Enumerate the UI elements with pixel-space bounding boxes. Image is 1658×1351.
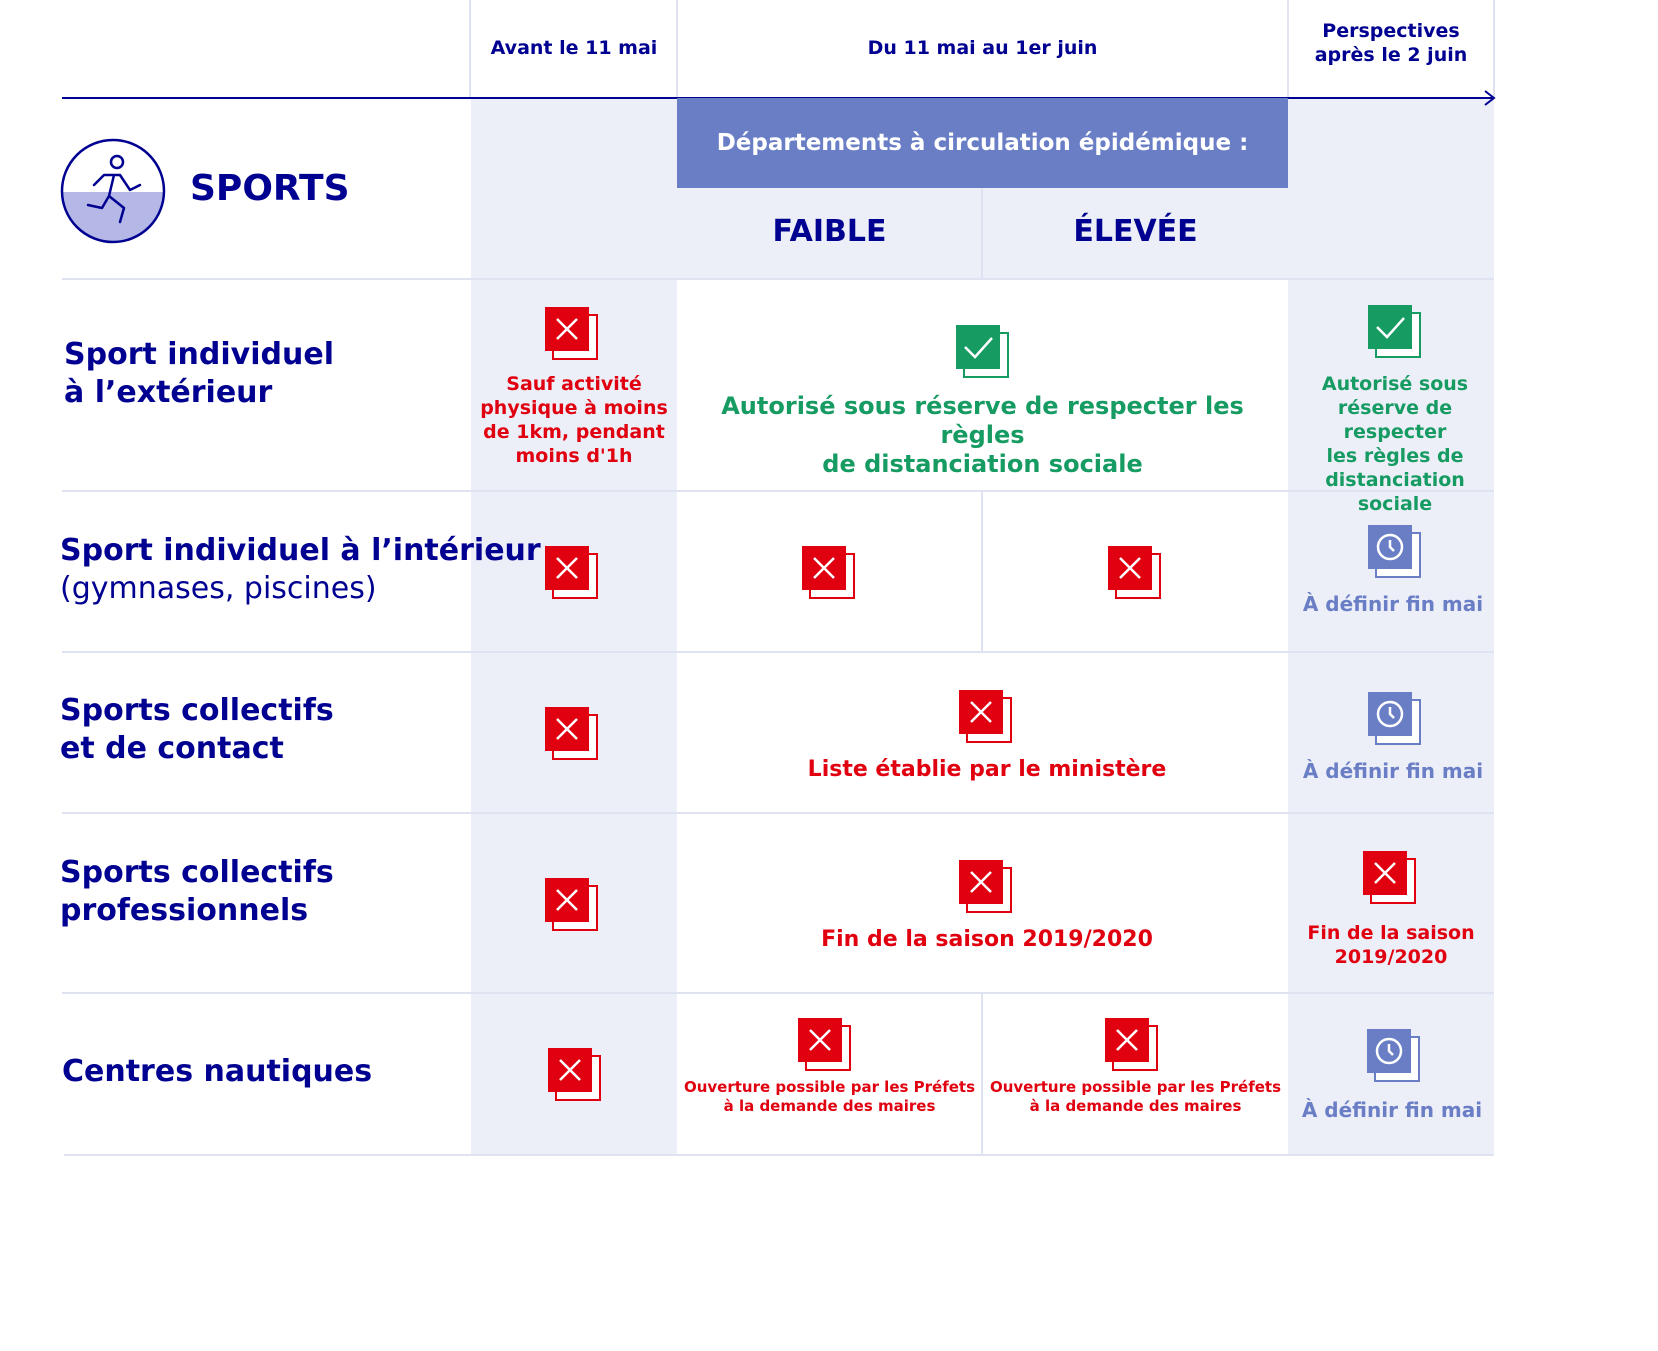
- runner-icon: [60, 138, 166, 244]
- clock-icon: [1366, 690, 1424, 748]
- row-label-line2: à l’extérieur: [64, 375, 273, 410]
- row5-high-note: [983, 1078, 1288, 1116]
- row5-low-note: [677, 1078, 982, 1116]
- row-label: [60, 532, 541, 608]
- note-line: réserve de respecter: [1337, 397, 1453, 443]
- note-line: Autorisé sous: [1321, 373, 1469, 395]
- note-line: Autorisé sous réserve de respecter les règles: [721, 392, 1244, 449]
- section-title: SPORTS: [190, 168, 350, 209]
- column-header-before: Avant le 11 mai: [490, 37, 658, 59]
- column-before-bg: [471, 98, 677, 1156]
- column-header-after-line2: après le 2 juin: [1314, 44, 1468, 66]
- forbidden-icon: [1106, 544, 1164, 602]
- row-divider: [62, 992, 1494, 994]
- row3-during-note: Liste établie par le ministère: [807, 757, 1167, 782]
- forbidden-icon: [543, 305, 601, 363]
- row-label-line1: Centres nautiques: [62, 1054, 373, 1089]
- row1-during-note: [677, 392, 1288, 479]
- cell-divider: [981, 993, 983, 1154]
- column-header-during: Du 11 mai au 1er juin: [867, 37, 1098, 59]
- subheader-high: ÉLEVÉE: [1073, 214, 1198, 249]
- column-after-bg: [1288, 98, 1494, 1156]
- row-divider: [64, 1154, 1494, 1156]
- forbidden-icon: [800, 544, 858, 602]
- forbidden-icon: [543, 544, 601, 602]
- forbidden-icon: [957, 858, 1015, 916]
- row-divider: [62, 490, 1494, 492]
- row-label-line2: professionnels: [60, 893, 309, 928]
- note-line: à la demande des maires: [1029, 1097, 1242, 1115]
- forbidden-icon: [1361, 849, 1419, 907]
- row1-after-note: [1288, 372, 1502, 516]
- row-label-line1: Sport individuel: [64, 337, 334, 372]
- forbidden-icon: [543, 876, 601, 934]
- forbidden-icon: [546, 1046, 604, 1104]
- note-line: physique à moins: [480, 397, 668, 419]
- allowed-icon: [1366, 303, 1424, 361]
- row-divider: [62, 278, 1494, 280]
- column-header-after: [1288, 19, 1494, 67]
- row-label: [60, 692, 334, 768]
- row4-after-note: [1288, 921, 1494, 969]
- forbidden-icon: [796, 1016, 854, 1074]
- row-divider: [62, 651, 1494, 653]
- row5-after-note: À définir fin mai: [1301, 1098, 1483, 1122]
- note-line: Ouverture possible par les Préfets: [683, 1078, 976, 1096]
- row-label: [64, 336, 334, 412]
- note-line: les règles de: [1326, 445, 1464, 467]
- note-line: Ouverture possible par les Préfets: [989, 1078, 1282, 1096]
- row-label: [60, 854, 334, 930]
- note-line: moins d'1h: [515, 445, 633, 467]
- row-label-line1: Sports collectifs: [60, 693, 334, 728]
- row1-before-note: [471, 372, 677, 468]
- note-line: Sauf activité: [506, 373, 642, 395]
- note-line: Fin de la saison: [1307, 922, 1475, 944]
- row-label: [62, 1053, 372, 1091]
- forbidden-icon: [543, 705, 601, 763]
- clock-icon: [1366, 523, 1424, 581]
- note-line: à la demande des maires: [723, 1097, 936, 1115]
- row3-after-note: À définir fin mai: [1302, 759, 1484, 783]
- row2-after-note: À définir fin mai: [1302, 592, 1484, 616]
- forbidden-icon: [957, 688, 1015, 746]
- row-label-line2: et de contact: [60, 731, 284, 766]
- forbidden-icon: [1103, 1016, 1161, 1074]
- note-line: distanciation sociale: [1325, 469, 1465, 515]
- row-label-line1: Sport individuel à l’intérieur: [60, 533, 541, 568]
- clock-icon: [1365, 1027, 1423, 1085]
- allowed-icon: [954, 323, 1012, 381]
- column-header-after-line1: Perspectives: [1322, 20, 1460, 42]
- row-label-line2: (gymnases, piscines): [60, 571, 377, 606]
- subheader-title: Départements à circulation épidémique :: [677, 98, 1288, 188]
- subheader-low: FAIBLE: [772, 214, 887, 249]
- note-line: de distanciation sociale: [822, 450, 1143, 478]
- row-label-line1: Sports collectifs: [60, 855, 334, 890]
- note-line: de 1km, pendant: [483, 421, 665, 443]
- cell-divider: [981, 491, 983, 651]
- row4-during-note: Fin de la saison 2019/2020: [821, 927, 1153, 952]
- row-divider: [62, 812, 1494, 814]
- note-line: 2019/2020: [1334, 946, 1448, 968]
